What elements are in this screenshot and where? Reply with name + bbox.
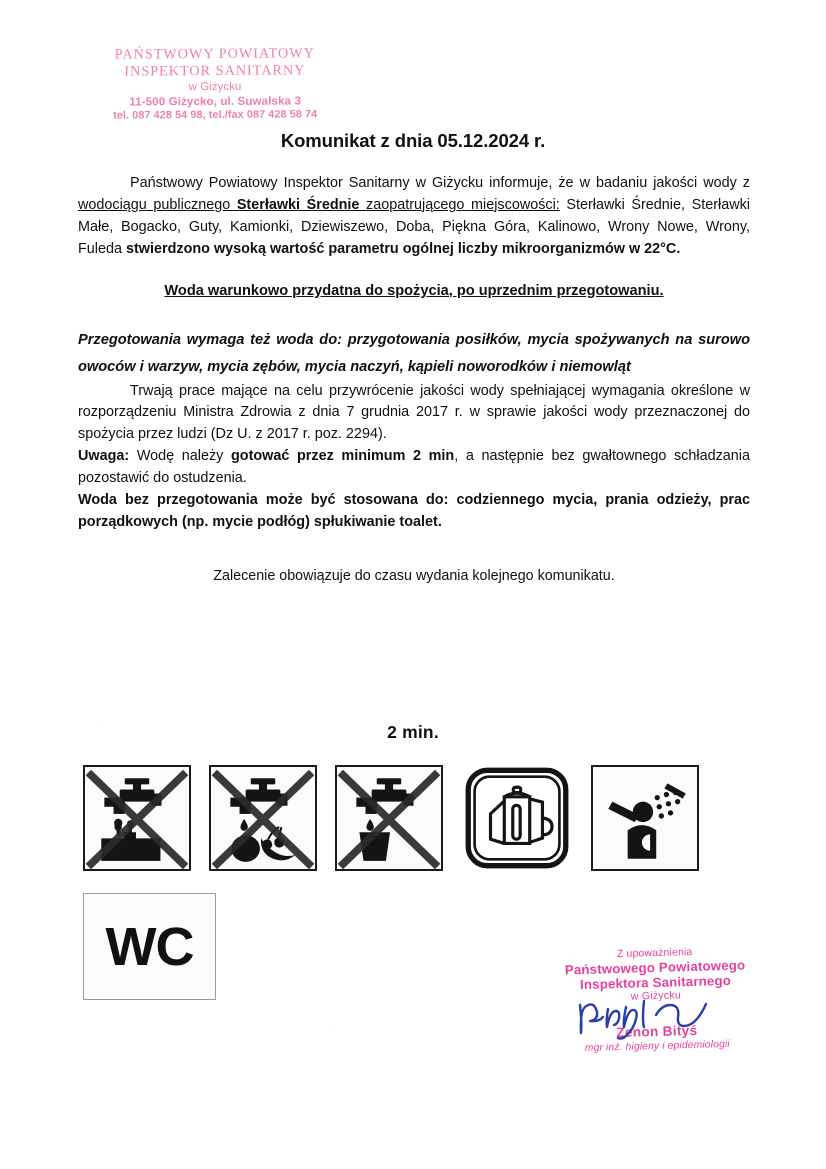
heading-conditional-water-warning: Woda warunkowo przydatna do spożycia, po uprzednim przegotowaniu. [164,282,664,299]
paragraph-note [78,446,750,490]
page-title: Komunikat z dnia 05.12.2024 r. [280,130,546,151]
paragraph-regulation: Trwają prace mające na celu przywrócenie jakości wody spełniającej wymagania określone w rozporządzeniu Ministra Zdrowia z dnia 7 grudnia 2017 r. w sprawie jakości wody przeznaczonej do spożycia przez ludzi (Dz U. z 2017 r. poz. 2294). [78,382,750,443]
sig-line-authority-1: Państwowego Powiatowego [564,957,746,978]
shower-person-icon [591,765,699,871]
announcement-seg-waterworks: wodociągu publicznego [78,196,237,213]
paragraph-safe-use: Woda bez przegotowania może być stosowana do: codziennego mycia, prania odzieży, prac porządkowych (np. mycie podłóg) spłukiwanie toalet. [78,491,750,530]
stamp-line-authority-1: PAŃSTWOWY POWIATOWY [114,45,315,63]
announcement-seg-supplying: zaopatrującego miejscowości: [359,196,560,213]
pictogram-row [83,765,699,871]
paragraph-boiling-required-uses: Przegotowania wymaga też woda do: przygotowania posiłków, mycia spożywanych na surowo owoców i warzyw, mycia zębów, mycia naczyń, kąpieli noworodków i niemowląt [78,331,750,375]
signature-stamp [547,945,766,1056]
tap-over-pot-crossed-icon [83,765,191,871]
stamp-line-phone: tel. 087 428 54 98, tel./fax 087 428 58 74 [113,107,318,122]
wc-pictogram [83,893,216,1000]
tap-over-fruit-crossed-icon [209,765,317,871]
note-seg-2: , a następnie bez gwałtownego schładzania pozostawić do ostudzenia. [78,448,750,487]
wc-label: WC [105,916,194,977]
note-label: Uwaga: [78,448,130,465]
announcement-seg-1: Państwowy Powiatowy Inspektor Sanitarny w Giżycku informuje, że w badaniu jakości wody z [130,175,750,191]
announcement-seg-localities: Sterławki Średnie, Sterławki Małe, Bogacko, Guty, Kamionki, Dziewiszewo, Doba, Piękna Góra, Kalinowo, Wrony Nowe, Wrony, Fuleda [78,196,750,257]
header-office-stamp [84,46,346,121]
stamp-line-address: 11-500 Giżycko, ul. Suwalska 3 [129,94,302,109]
paragraph-announcement [78,173,750,261]
sig-signer-title: mgr inż. higieny i epidemiologii [584,1039,730,1055]
kettle-boil-icon [461,765,573,871]
announcement-seg-finding: stwierdzono wysoką wartość parametru ogólnej liczby mikroorganizmów w 22°C. [126,240,681,257]
tap-over-glass-crossed-icon [335,765,443,871]
sig-line-authorization: Z upoważnienia [616,946,693,961]
two-minute-label: 2 min. [387,722,439,742]
paragraph-closing: Zalecenie obowiązuje do czasu wydania kolejnego komunikatu. [213,567,615,584]
announcement-seg-waterworks-name: Sterławki Średnie [236,196,360,213]
sig-line-authority-2: Inspektora Sanitarnego [579,973,732,993]
sig-signer-name: Zenon Bityś [616,1023,698,1041]
sig-line-city: w Giżycku [630,989,682,1003]
note-seg-boil-instruction: gotować przez minimum 2 min [231,448,455,465]
note-seg-1: Wodę należy [129,448,231,465]
stamp-line-authority-2: INSPEKTOR SANITARNY [124,62,306,80]
stamp-line-city: w Giżycku [188,80,242,93]
document-body [78,173,750,584]
